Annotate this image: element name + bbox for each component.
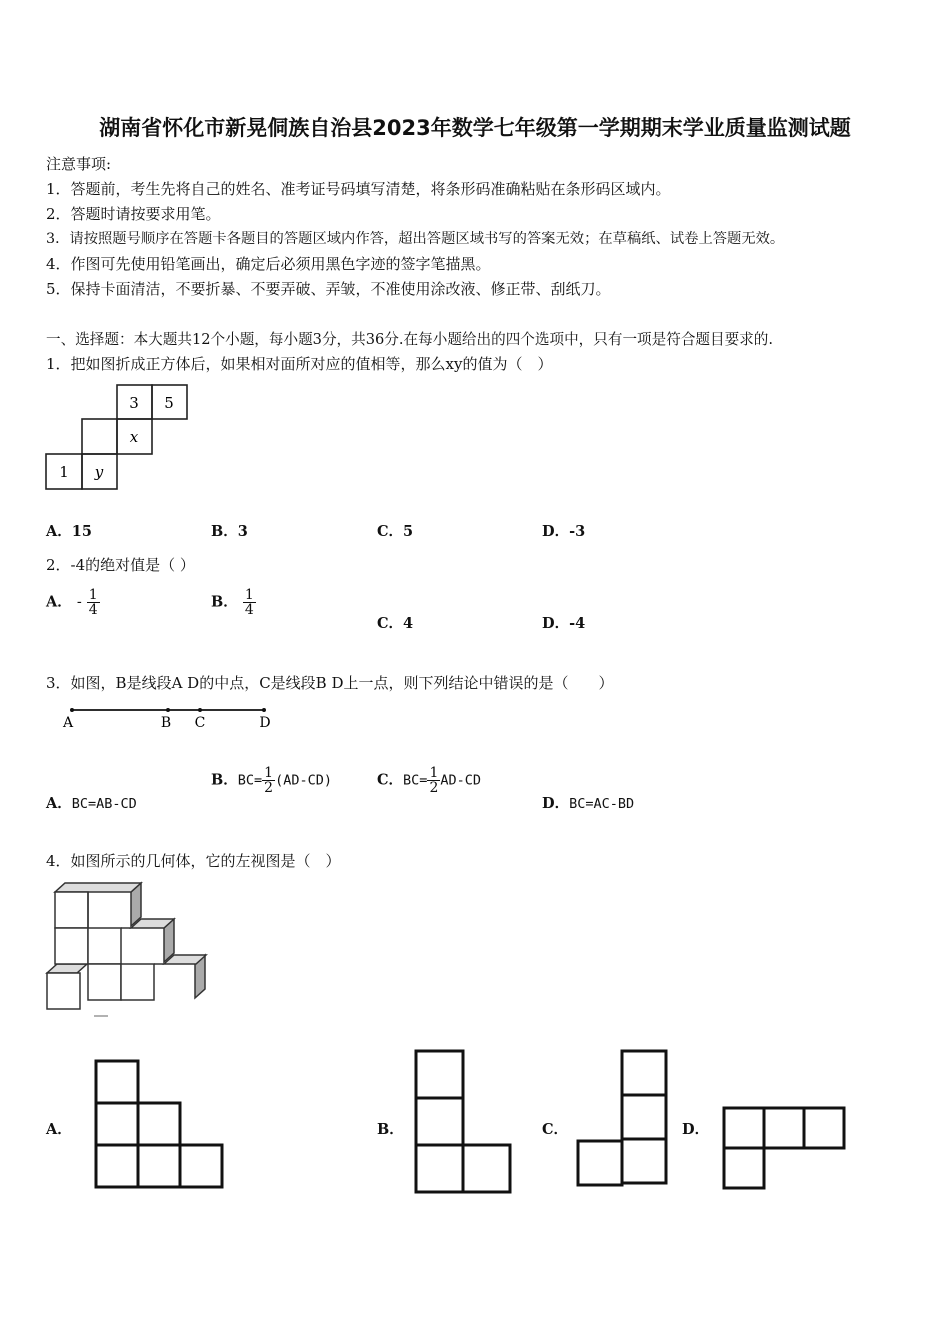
q1-option-b[interactable]: B．3	[211, 523, 248, 540]
option-suffix: (AD-CD)	[275, 772, 332, 789]
point-d-label: D	[259, 715, 271, 731]
q4-option-c-label[interactable]: C．	[542, 1121, 569, 1138]
minus-sign: -	[76, 594, 82, 611]
q1-option-c[interactable]: C．5	[377, 523, 414, 540]
question-1-stem: 1．把如图折成正方体后，如果相对面所对应的值相等，那么xy的值为（ ）	[46, 355, 553, 373]
denominator: 2	[429, 780, 439, 796]
q4-option-d-figure[interactable]	[722, 1106, 848, 1192]
section-heading: 一、选择题：本大题共12个小题，每小题3分，共36分.在每小题给出的四个选项中，只有一项是符合题目要求的.	[46, 331, 774, 348]
point-a-label: A	[62, 715, 74, 731]
fraction	[262, 766, 275, 795]
q4-solid-figure	[44, 880, 169, 1020]
fraction	[427, 766, 440, 795]
q1-option-a[interactable]: A．15	[46, 523, 92, 540]
denominator: 2	[264, 780, 274, 796]
notice-item: 5．保持卡面清洁，不要折暴、不要弄破、弄皱，不准使用涂改液、修正带、刮纸刀。	[46, 280, 611, 298]
notice-item: 3．请按照题号顺序在答题卡各题目的答题区域内作答，超出答题区域书写的答案无效；在草稿纸、试卷上答题无效。	[46, 231, 785, 247]
option-label: B．	[211, 593, 238, 611]
q4-option-d-label[interactable]: D．	[682, 1121, 710, 1138]
option-label: D．	[542, 795, 570, 812]
notice-item: 2．答题时请按要求用笔。	[46, 205, 221, 223]
notice-item: 4．作图可先使用铅笔画出，确定后必须用黑色字迹的签字笔描黑。	[46, 255, 491, 273]
q3-option-b[interactable]	[211, 766, 332, 795]
q4-option-a-figure[interactable]	[94, 1059, 226, 1193]
numerator: 1	[429, 765, 439, 781]
q4-option-b-label[interactable]: B．	[377, 1121, 404, 1138]
page-title: 湖南省怀化市新晃侗族自治县2023年数学七年级第一学期期末学业质量监测试题	[99, 116, 851, 140]
net-cell-y: y	[94, 463, 104, 481]
numerator: 1	[244, 587, 254, 603]
question-3-stem: 3．如图，B是线段A D的中点，C是线段B D上一点，则下列结论中错误的是（ ）	[46, 674, 614, 692]
fraction	[87, 588, 100, 617]
q3-option-d[interactable]	[542, 792, 634, 813]
q3-line-segment	[58, 700, 278, 734]
notice-item: 1．答题前，考生先将自己的姓名、准考证号码填写清楚，将条形码准确粘贴在条形码区域内。	[46, 180, 671, 198]
option-prefix: BC=	[403, 772, 428, 789]
q1-cube-net	[44, 383, 194, 495]
option-label: B．	[211, 771, 238, 789]
net-cell-1: 1	[59, 463, 69, 481]
question-2-stem: 2．-4的绝对值是（ ）	[46, 556, 195, 574]
q4-option-b-figure[interactable]	[414, 1049, 514, 1195]
q1-option-d[interactable]: D．-3	[542, 523, 586, 540]
q2-option-c[interactable]: C．4	[377, 615, 414, 632]
option-label: C．	[377, 771, 404, 789]
denominator: 4	[88, 602, 98, 618]
fraction	[243, 588, 256, 617]
q2-option-b[interactable]	[211, 588, 256, 617]
option-label: A．	[46, 593, 72, 611]
net-cell-3: 3	[129, 394, 139, 412]
net-cell-5: 5	[164, 394, 174, 412]
notice-heading: 注意事项:	[46, 155, 112, 173]
q4-option-c-figure[interactable]	[576, 1049, 670, 1191]
option-suffix: AD-CD	[440, 772, 481, 789]
option-expression: BC=AB-CD	[71, 796, 137, 812]
q2-option-a[interactable]	[46, 588, 100, 617]
option-label: A．	[46, 795, 72, 812]
q3-option-c[interactable]	[377, 766, 481, 795]
q2-option-d[interactable]: D．-4	[542, 615, 586, 632]
numerator: 1	[88, 587, 98, 603]
option-expression: BC=AC-BD	[569, 796, 635, 812]
denominator: 4	[244, 602, 254, 618]
q4-option-a-label[interactable]: A．	[46, 1121, 72, 1138]
point-b-label: B	[160, 715, 172, 731]
question-4-stem: 4．如图所示的几何体，它的左视图是（ ）	[46, 852, 341, 870]
q3-option-a[interactable]	[46, 792, 137, 813]
option-prefix: BC=	[237, 772, 263, 789]
net-cell-x: x	[129, 428, 139, 446]
point-c-label: C	[194, 715, 206, 731]
numerator: 1	[264, 765, 274, 781]
